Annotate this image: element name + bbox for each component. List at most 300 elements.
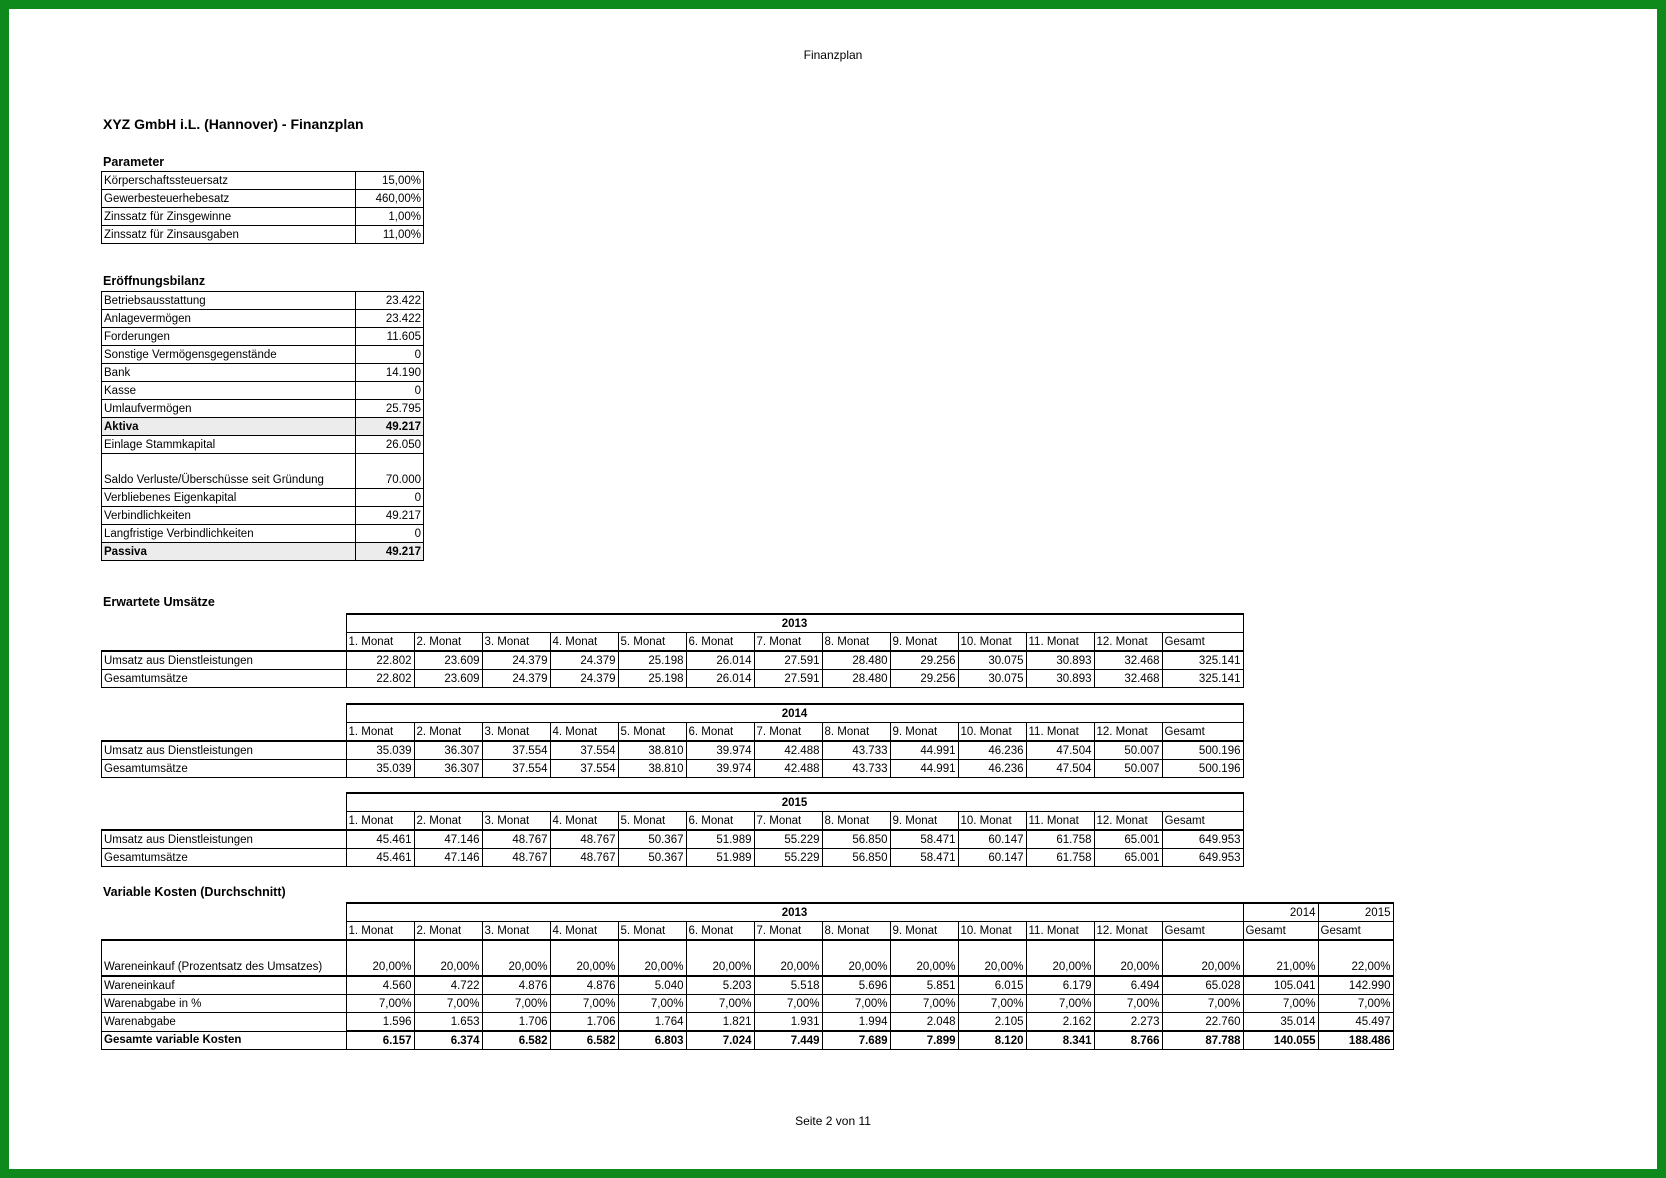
value-cell: 1.764 <box>618 1013 686 1032</box>
row-value: 0 <box>356 525 424 543</box>
value-cell: 24.379 <box>482 651 550 670</box>
table-row <box>102 670 1244 688</box>
month-header: 2. Monat <box>414 723 482 742</box>
value-cell: 1.706 <box>482 1013 550 1032</box>
row-label: Umsatz aus Dienstleistungen <box>102 651 347 670</box>
value-cell: 23.609 <box>414 670 482 688</box>
value-cell: 27.591 <box>754 651 822 670</box>
value-cell: 32.468 <box>1094 670 1162 688</box>
table-row <box>102 741 1244 760</box>
row-value: 15,00% <box>356 172 424 190</box>
value-cell: 1.994 <box>822 1013 890 1032</box>
year-cell: 2014 <box>346 704 1243 723</box>
month-header: 7. Monat <box>754 723 822 742</box>
value-cell: 7,00% <box>890 995 958 1013</box>
value-cell: 20,00% <box>550 940 618 976</box>
value-cell: 36.307 <box>414 760 482 778</box>
value-cell: 48.767 <box>550 830 618 849</box>
value-cell: 649.953 <box>1162 830 1243 849</box>
value-cell: 37.554 <box>482 741 550 760</box>
month-header: 3. Monat <box>482 812 550 831</box>
month-header: 7. Monat <box>754 633 822 652</box>
table-row <box>102 976 1394 995</box>
value-cell: 20,00% <box>890 940 958 976</box>
value-cell: 20,00% <box>618 940 686 976</box>
value-cell: 6.374 <box>414 1031 482 1050</box>
value-cell: 1.706 <box>550 1013 618 1032</box>
value-cell: 6.015 <box>958 976 1026 995</box>
value-cell: 35.014 <box>1243 1013 1318 1032</box>
row-label: Verbliebenes Eigenkapital <box>102 489 356 507</box>
value-cell: 45.461 <box>346 849 414 867</box>
table-row <box>102 292 424 310</box>
year-row <box>102 903 1394 922</box>
table-row <box>102 1013 1394 1032</box>
row-label: Einlage Stammkapital <box>102 436 356 454</box>
row-label: Wareneinkauf (Prozentsatz des Umsatzes) <box>102 940 347 976</box>
value-cell: 20,00% <box>1026 940 1094 976</box>
month-header: 5. Monat <box>618 922 686 941</box>
value-cell: 325.141 <box>1162 670 1243 688</box>
value-cell: 4.876 <box>550 976 618 995</box>
blank-cell <box>102 922 347 941</box>
table-row <box>102 760 1244 778</box>
row-value: 23.422 <box>356 292 424 310</box>
value-cell: 2.105 <box>958 1013 1026 1032</box>
value-cell: 58.471 <box>890 830 958 849</box>
row-value: 11.605 <box>356 328 424 346</box>
month-header: 6. Monat <box>686 723 754 742</box>
value-cell: 46.236 <box>958 741 1026 760</box>
month-row <box>102 922 1394 941</box>
row-label: Umsatz aus Dienstleistungen <box>102 830 347 849</box>
month-header: Gesamt <box>1162 633 1243 652</box>
value-cell: 44.991 <box>890 741 958 760</box>
row-label: Umlaufvermögen <box>102 400 356 418</box>
value-cell: 7,00% <box>1162 995 1243 1013</box>
value-cell: 37.554 <box>550 741 618 760</box>
row-value: 23.422 <box>356 310 424 328</box>
value-cell: 28.480 <box>822 670 890 688</box>
value-cell: 87.788 <box>1162 1031 1243 1050</box>
row-label: Passiva <box>102 543 356 561</box>
month-header: 1. Monat <box>346 922 414 941</box>
row-label: Betriebsausstattung <box>102 292 356 310</box>
value-cell: 48.767 <box>482 849 550 867</box>
value-cell: 325.141 <box>1162 651 1243 670</box>
value-cell: 38.810 <box>618 760 686 778</box>
month-header: 12. Monat <box>1094 922 1162 941</box>
value-cell: 25.198 <box>618 651 686 670</box>
blank-cell <box>102 614 347 633</box>
blank-cell <box>102 633 347 652</box>
value-cell: 20,00% <box>482 940 550 976</box>
year-cell: 2013 <box>346 903 1243 922</box>
value-cell: 7.689 <box>822 1031 890 1050</box>
value-cell: 7,00% <box>1094 995 1162 1013</box>
umsatz-table-2013 <box>101 613 1244 688</box>
value-cell: 30.075 <box>958 651 1026 670</box>
value-cell: 20,00% <box>1094 940 1162 976</box>
month-header: 10. Monat <box>958 723 1026 742</box>
month-header: Gesamt <box>1318 922 1393 941</box>
row-value: 0 <box>356 346 424 364</box>
year-row <box>102 793 1244 812</box>
page-footer: Seite 2 von 11 <box>795 1114 871 1128</box>
month-header: 9. Monat <box>890 633 958 652</box>
table-row <box>102 454 424 489</box>
value-cell: 46.236 <box>958 760 1026 778</box>
month-header: 8. Monat <box>822 723 890 742</box>
value-cell: 5.518 <box>754 976 822 995</box>
month-row <box>102 723 1244 742</box>
value-cell: 25.198 <box>618 670 686 688</box>
value-cell: 1.821 <box>686 1013 754 1032</box>
table-row <box>102 226 424 244</box>
value-cell: 20,00% <box>754 940 822 976</box>
row-value: 49.217 <box>356 507 424 525</box>
row-label: Wareneinkauf <box>102 976 347 995</box>
value-cell: 6.179 <box>1026 976 1094 995</box>
table-row <box>102 995 1394 1013</box>
kosten-table <box>101 902 1394 1050</box>
value-cell: 22.760 <box>1162 1013 1243 1032</box>
row-label: Gesamtumsätze <box>102 760 347 778</box>
month-header: 7. Monat <box>754 812 822 831</box>
row-value: 0 <box>356 489 424 507</box>
value-cell: 5.851 <box>890 976 958 995</box>
section-heading-kosten: Variable Kosten (Durchschnitt) <box>103 885 286 899</box>
value-cell: 27.591 <box>754 670 822 688</box>
value-cell: 4.876 <box>482 976 550 995</box>
value-cell: 22.802 <box>346 670 414 688</box>
value-cell: 1.931 <box>754 1013 822 1032</box>
value-cell: 22,00% <box>1318 940 1393 976</box>
value-cell: 7,00% <box>550 995 618 1013</box>
value-cell: 7,00% <box>414 995 482 1013</box>
table-row <box>102 190 424 208</box>
row-label: Verbindlichkeiten <box>102 507 356 525</box>
table-row <box>102 525 424 543</box>
value-cell: 55.229 <box>754 830 822 849</box>
value-cell: 7,00% <box>346 995 414 1013</box>
value-cell: 24.379 <box>550 670 618 688</box>
value-cell: 30.075 <box>958 670 1026 688</box>
month-header: 4. Monat <box>550 812 618 831</box>
row-label: Zinssatz für Zinsgewinne <box>102 208 356 226</box>
value-cell: 7.899 <box>890 1031 958 1050</box>
value-cell: 65.001 <box>1094 849 1162 867</box>
value-cell: 7,00% <box>482 995 550 1013</box>
year-cell: 2014 <box>1243 903 1318 922</box>
value-cell: 500.196 <box>1162 760 1243 778</box>
row-label: Warenabgabe <box>102 1013 347 1032</box>
value-cell: 24.379 <box>482 670 550 688</box>
value-cell: 60.147 <box>958 849 1026 867</box>
row-label: Langfristige Verbindlichkeiten <box>102 525 356 543</box>
table-row <box>102 940 1394 976</box>
value-cell: 6.803 <box>618 1031 686 1050</box>
month-header: Gesamt <box>1243 922 1318 941</box>
value-cell: 56.850 <box>822 849 890 867</box>
value-cell: 50.007 <box>1094 741 1162 760</box>
value-cell: 7,00% <box>958 995 1026 1013</box>
value-cell: 29.256 <box>890 651 958 670</box>
value-cell: 5.203 <box>686 976 754 995</box>
month-header: 8. Monat <box>822 633 890 652</box>
value-cell: 20,00% <box>958 940 1026 976</box>
section-heading-umsaetze: Erwartete Umsätze <box>103 595 215 609</box>
row-label: Gesamte variable Kosten <box>102 1031 347 1050</box>
blank-cell <box>102 704 347 723</box>
value-cell: 6.494 <box>1094 976 1162 995</box>
page-header: Finanzplan <box>803 48 863 62</box>
month-header: 12. Monat <box>1094 633 1162 652</box>
month-header: 1. Monat <box>346 812 414 831</box>
table-row <box>102 364 424 382</box>
blank-cell <box>102 723 347 742</box>
value-cell: 26.014 <box>686 651 754 670</box>
value-cell: 36.307 <box>414 741 482 760</box>
year-cell: 2015 <box>346 793 1243 812</box>
value-cell: 51.989 <box>686 849 754 867</box>
row-label: Saldo Verluste/Überschüsse seit Gründung <box>102 454 356 489</box>
row-label: Aktiva <box>102 418 356 436</box>
value-cell: 39.974 <box>686 741 754 760</box>
value-cell: 8.341 <box>1026 1031 1094 1050</box>
value-cell: 7,00% <box>618 995 686 1013</box>
table-row <box>102 418 424 436</box>
month-header: 6. Monat <box>686 922 754 941</box>
value-cell: 28.480 <box>822 651 890 670</box>
month-header: 12. Monat <box>1094 812 1162 831</box>
table-row <box>102 436 424 454</box>
value-cell: 8.766 <box>1094 1031 1162 1050</box>
value-cell: 50.367 <box>618 849 686 867</box>
month-header: 2. Monat <box>414 633 482 652</box>
month-header: 3. Monat <box>482 723 550 742</box>
month-header: 11. Monat <box>1026 723 1094 742</box>
row-value: 0 <box>356 382 424 400</box>
value-cell: 7.449 <box>754 1031 822 1050</box>
month-header: 10. Monat <box>958 812 1026 831</box>
table-row <box>102 489 424 507</box>
value-cell: 8.120 <box>958 1031 1026 1050</box>
value-cell: 30.893 <box>1026 651 1094 670</box>
value-cell: 23.609 <box>414 651 482 670</box>
row-value: 11,00% <box>356 226 424 244</box>
value-cell: 4.560 <box>346 976 414 995</box>
table-row <box>102 400 424 418</box>
month-header: 10. Monat <box>958 633 1026 652</box>
value-cell: 47.146 <box>414 849 482 867</box>
month-row <box>102 633 1244 652</box>
row-label: Umsatz aus Dienstleistungen <box>102 741 347 760</box>
row-value: 49.217 <box>356 418 424 436</box>
value-cell: 43.733 <box>822 760 890 778</box>
value-cell: 2.273 <box>1094 1013 1162 1032</box>
row-label: Warenabgabe in % <box>102 995 347 1013</box>
row-label: Kasse <box>102 382 356 400</box>
row-label: Sonstige Vermögensgegenstände <box>102 346 356 364</box>
value-cell: 7.024 <box>686 1031 754 1050</box>
row-value: 49.217 <box>356 543 424 561</box>
value-cell: 20,00% <box>1162 940 1243 976</box>
month-header: 11. Monat <box>1026 922 1094 941</box>
value-cell: 50.367 <box>618 830 686 849</box>
value-cell: 21,00% <box>1243 940 1318 976</box>
table-row <box>102 1031 1394 1050</box>
month-header: 3. Monat <box>482 633 550 652</box>
value-cell: 47.504 <box>1026 741 1094 760</box>
month-header: 6. Monat <box>686 633 754 652</box>
month-header: 5. Monat <box>618 633 686 652</box>
value-cell: 7,00% <box>822 995 890 1013</box>
row-label: Forderungen <box>102 328 356 346</box>
month-header: Gesamt <box>1162 723 1243 742</box>
table-row <box>102 543 424 561</box>
month-header: 2. Monat <box>414 812 482 831</box>
section-heading-parameter: Parameter <box>103 155 165 169</box>
month-header: 7. Monat <box>754 922 822 941</box>
row-value: 1,00% <box>356 208 424 226</box>
value-cell: 1.653 <box>414 1013 482 1032</box>
value-cell: 7,00% <box>1243 995 1318 1013</box>
value-cell: 61.758 <box>1026 849 1094 867</box>
row-value: 26.050 <box>356 436 424 454</box>
table-row <box>102 172 424 190</box>
month-row <box>102 812 1244 831</box>
value-cell: 39.974 <box>686 760 754 778</box>
value-cell: 65.001 <box>1094 830 1162 849</box>
value-cell: 42.488 <box>754 760 822 778</box>
value-cell: 47.504 <box>1026 760 1094 778</box>
month-header: 5. Monat <box>618 812 686 831</box>
value-cell: 6.582 <box>482 1031 550 1050</box>
value-cell: 43.733 <box>822 741 890 760</box>
month-header: 11. Monat <box>1026 633 1094 652</box>
value-cell: 142.990 <box>1318 976 1393 995</box>
value-cell: 51.989 <box>686 830 754 849</box>
month-header: 2. Monat <box>414 922 482 941</box>
row-value: 460,00% <box>356 190 424 208</box>
value-cell: 1.596 <box>346 1013 414 1032</box>
row-label: Gewerbesteuerhebesatz <box>102 190 356 208</box>
month-header: 3. Monat <box>482 922 550 941</box>
value-cell: 7,00% <box>754 995 822 1013</box>
value-cell: 65.028 <box>1162 976 1243 995</box>
table-row <box>102 328 424 346</box>
month-header: 6. Monat <box>686 812 754 831</box>
month-header: 10. Monat <box>958 922 1026 941</box>
value-cell: 42.488 <box>754 741 822 760</box>
value-cell: 5.040 <box>618 976 686 995</box>
value-cell: 20,00% <box>686 940 754 976</box>
year-row <box>102 614 1244 633</box>
umsatz-table-2015 <box>101 792 1244 867</box>
row-label: Körperschaftssteuersatz <box>102 172 356 190</box>
section-heading-bilanz: Eröffnungsbilanz <box>103 274 206 288</box>
row-value: 14.190 <box>356 364 424 382</box>
value-cell: 24.379 <box>550 651 618 670</box>
parameter-table <box>101 171 424 244</box>
value-cell: 48.767 <box>482 830 550 849</box>
table-row <box>102 382 424 400</box>
value-cell: 7,00% <box>1026 995 1094 1013</box>
value-cell: 55.229 <box>754 849 822 867</box>
value-cell: 7,00% <box>686 995 754 1013</box>
value-cell: 50.007 <box>1094 760 1162 778</box>
value-cell: 6.582 <box>550 1031 618 1050</box>
month-header: 11. Monat <box>1026 812 1094 831</box>
blank-cell <box>102 903 347 922</box>
value-cell: 20,00% <box>346 940 414 976</box>
value-cell: 500.196 <box>1162 741 1243 760</box>
year-cell: 2013 <box>346 614 1243 633</box>
value-cell: 22.802 <box>346 651 414 670</box>
month-header: 8. Monat <box>822 922 890 941</box>
row-value: 70.000 <box>356 454 424 489</box>
value-cell: 5.696 <box>822 976 890 995</box>
month-header: 12. Monat <box>1094 723 1162 742</box>
value-cell: 37.554 <box>550 760 618 778</box>
value-cell: 47.146 <box>414 830 482 849</box>
month-header: 4. Monat <box>550 633 618 652</box>
bilanz-table <box>101 291 424 561</box>
value-cell: 38.810 <box>618 741 686 760</box>
value-cell: 32.468 <box>1094 651 1162 670</box>
value-cell: 58.471 <box>890 849 958 867</box>
value-cell: 20,00% <box>414 940 482 976</box>
row-label: Gesamtumsätze <box>102 670 347 688</box>
year-row <box>102 704 1244 723</box>
value-cell: 140.055 <box>1243 1031 1318 1050</box>
row-label: Bank <box>102 364 356 382</box>
row-value: 25.795 <box>356 400 424 418</box>
table-row <box>102 346 424 364</box>
umsatz-table-2014 <box>101 703 1244 778</box>
value-cell: 7,00% <box>1318 995 1393 1013</box>
blank-cell <box>102 793 347 812</box>
value-cell: 649.953 <box>1162 849 1243 867</box>
table-row <box>102 830 1244 849</box>
month-header: 1. Monat <box>346 633 414 652</box>
value-cell: 61.758 <box>1026 830 1094 849</box>
month-header: Gesamt <box>1162 812 1243 831</box>
table-row <box>102 208 424 226</box>
month-header: 1. Monat <box>346 723 414 742</box>
value-cell: 4.722 <box>414 976 482 995</box>
value-cell: 29.256 <box>890 670 958 688</box>
month-header: 9. Monat <box>890 723 958 742</box>
table-row <box>102 651 1244 670</box>
table-row <box>102 507 424 525</box>
value-cell: 20,00% <box>822 940 890 976</box>
month-header: Gesamt <box>1162 922 1243 941</box>
row-label: Zinssatz für Zinsausgaben <box>102 226 356 244</box>
month-header: 8. Monat <box>822 812 890 831</box>
value-cell: 35.039 <box>346 760 414 778</box>
month-header: 9. Monat <box>890 812 958 831</box>
value-cell: 188.486 <box>1318 1031 1393 1050</box>
value-cell: 26.014 <box>686 670 754 688</box>
month-header: 9. Monat <box>890 922 958 941</box>
value-cell: 44.991 <box>890 760 958 778</box>
value-cell: 105.041 <box>1243 976 1318 995</box>
row-label: Gesamtumsätze <box>102 849 347 867</box>
value-cell: 30.893 <box>1026 670 1094 688</box>
value-cell: 60.147 <box>958 830 1026 849</box>
